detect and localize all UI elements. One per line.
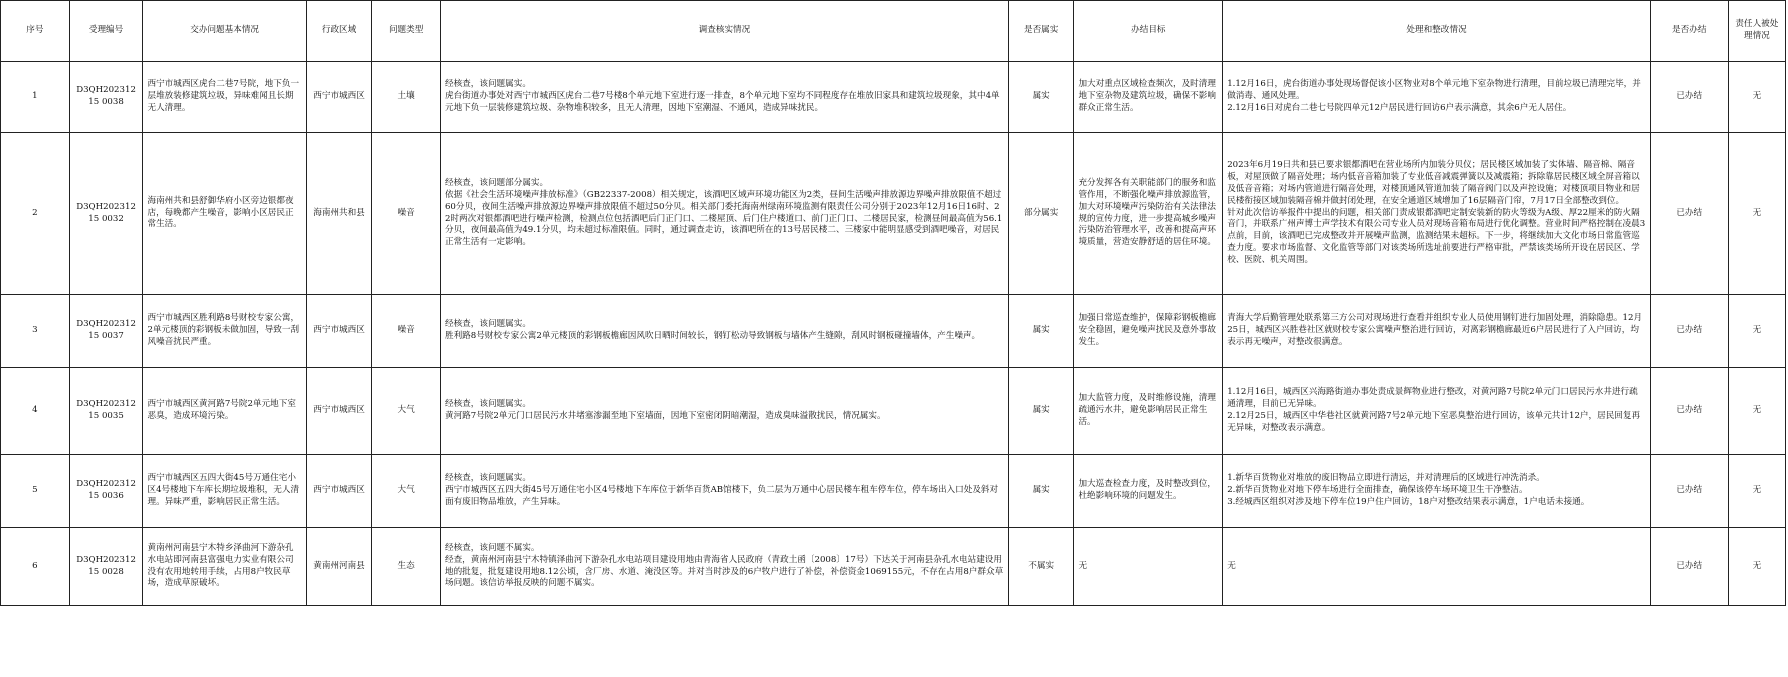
table-row: [1, 62, 1786, 133]
row-done: 已办结: [1650, 62, 1728, 133]
row-seq: 4: [1, 368, 70, 455]
row-seq: 6: [1, 528, 70, 606]
row-region: 西宁市城西区: [306, 295, 372, 368]
row-investigation-line: 经核查，该问题属实。: [444, 473, 531, 484]
row-region: 西宁市城西区: [306, 368, 372, 455]
header-problem: 交办问题基本情况: [143, 1, 306, 62]
row-investigation-line: 经核查，该问题属实。: [444, 399, 531, 410]
table-row: [1, 455, 1786, 528]
row-seq: 5: [1, 455, 70, 528]
row-done: 已办结: [1650, 295, 1728, 368]
row-region: 西宁市城西区: [306, 455, 372, 528]
row-code: D3QH20231215 0035: [69, 368, 143, 455]
row-code: D3QH20231215 0038: [69, 62, 143, 133]
row-handling: [1223, 62, 1651, 133]
row-penalty: 无: [1728, 133, 1785, 295]
row-investigation-line: 经查，黄南州河南县宁木特镇泽曲河下游杂孔水电站项目建设用地由青海省人民政府（青政土函〔2008〕17号）下达关于河南县杂孔水电站建设用地的批复，批复建设用地8.12公顷，含厂房、水道、淹没区等。并对当时涉及的6户牧户进行了补偿，补偿资金1069155元，不存在占用8户群众草场问题。该信访举报反映的问题不属实。: [444, 554, 1004, 589]
row-problem: 西宁市城西区五四大街45号万通住宅小区4号楼地下车库长期垃圾堆积，无人清理。异味严重，影响居民正常生活。: [143, 455, 306, 528]
row-handling: [1223, 133, 1651, 295]
row-investigation: [440, 295, 1008, 368]
table-row: [1, 133, 1786, 295]
row-problem: 西宁市城西区黄河路7号院2单元地下室恶臭，造成环境污染。: [143, 368, 306, 455]
header-region: 行政区域: [306, 1, 372, 62]
row-goal: 加大巡查检查力度，及时整改到位，杜绝影响环境的问题发生。: [1074, 455, 1223, 528]
row-done: 已办结: [1650, 368, 1728, 455]
row-investigation-line: 黄河路7号院2单元门口居民污水井堵塞渗漏至地下室墙面，因地下室密闭阴暗潮湿，造成臭味溢散扰民，情况属实。: [444, 411, 886, 421]
header-investigation: 调查核实情况: [440, 1, 1008, 62]
row-handling-line: 2.新华百货物业对地下停车场进行全面排查，确保该停车场环境卫生干净整洁。: [1227, 485, 1528, 496]
row-region: 海南州共和县: [306, 133, 372, 295]
row-region: 黄南州河南县: [306, 528, 372, 606]
row-truth: 部分属实: [1008, 133, 1074, 295]
row-handling: [1223, 368, 1651, 455]
header-handling: 处理和整改情况: [1223, 1, 1651, 62]
row-investigation: [440, 368, 1008, 455]
header-code: 受理编号: [69, 1, 143, 62]
row-penalty: 无: [1728, 455, 1785, 528]
row-investigation: [440, 133, 1008, 295]
row-type: 噪音: [372, 295, 441, 368]
row-handling-line: 3.经城西区组织对涉及地下停车位19户住户回访，18户对整改结果表示满意，1户电话未接通。: [1227, 496, 1590, 507]
row-handling-line: 2023年6月19日共和县已要求银都酒吧在营业场所内加装分贝仪；居民楼区域加装了实体墙、隔音棉、隔音板，对屋顶做了隔音处理；场内低音音箱加装了专业低音减震弹簧以及减震箱；拆除靠居民楼区域全屏音箱以及低音音箱；对场内管道进行隔音处理，对楼顶通风管道加装了隔音阀门以及声控设施；对楼顶项目物业和居民楼衔接区域加装隔音棉并做封闭处理，在安全通道区域增加了16层隔音门帘，7月17日全部整改到位。: [1227, 160, 1640, 206]
table-row: [1, 368, 1786, 455]
row-handling-line: 针对此次信访举报件中提出的问题，相关部门责成银都酒吧定制安装新的防火等级为A级、厚22厘米的防火隔音门，并联系广州声博士声学技术有限公司专业人员对现场音箱布局进行优化调整。营业时间严格控制在凌晨3点前，目前，该酒吧已完成整改并开展噪声监测，监测结果未超标。下一步，将继续加大文化市场日常监管巡查力度。要求市场监督、文化监管等部门对该类场所选址前要进行严格审批，严禁该类场所开设在居民区、学校、医院、机关周围。: [1227, 207, 1646, 265]
header-seq: 序号: [1, 1, 70, 62]
row-problem: 西宁市城西区虎台二巷7号院，地下负一层堆放装修建筑垃圾，异味难闻且长期无人清理。: [143, 62, 306, 133]
row-goal: 加大监管力度，及时维修设施，清理疏通污水井，避免影响居民正常生活。: [1074, 368, 1223, 455]
row-goal: 无: [1074, 528, 1223, 606]
row-code: D3QH20231215 0028: [69, 528, 143, 606]
header-row: [1, 1, 1786, 62]
header-type: 问题类型: [372, 1, 441, 62]
row-goal: 加大对重点区域检查频次，及时清理地下室杂物及建筑垃圾，确保不影响群众正常生活。: [1074, 62, 1223, 133]
row-truth: 属实: [1008, 455, 1074, 528]
row-goal: 加强日常巡查维护，保障彩钢板檐廊安全稳固，避免噪声扰民及意外事故发生。: [1074, 295, 1223, 368]
row-type: 土壤: [372, 62, 441, 133]
row-investigation-line: 经核查，该问题属实。: [444, 79, 531, 90]
row-investigation-line: 依据《社会生活环境噪声排放标准》（GB22337-2008）相关规定，该酒吧区域声环境功能区为2类，昼间生活噪声排放源边界噪声排放限值不超过60分贝，夜间生活噪声排放源边界噪声排放限值不超过50分贝。相关部门委托海南州绿南环境监测有限责任公司分别于2023年12月16日16时、22时两次对银都酒吧进行噪声检测，检测点位包括酒吧后门正门口、二楼屋顶、后门住户楼道口、前门正门口、二楼居民家，检测昼间最高值为56.1分贝，夜间最高值为49.1分贝，均未超过标准限值。同时，通过调查走访，该酒吧所在的13号居民楼二、三楼家中能明显感受到酒吧噪音，对居民正常生活有一定影响。: [444, 189, 1003, 248]
row-investigation-line: 经核查，该问题属实。: [444, 319, 531, 330]
row-penalty: 无: [1728, 528, 1785, 606]
row-handling-line: 2.12月25日，城西区中华巷社区就黄河路7号2单元地下室恶臭整治进行回访，该单元共计12户，居民回复再无异味，对整改表示满意。: [1227, 411, 1641, 433]
row-type: 噪音: [372, 133, 441, 295]
table-row: [1, 295, 1786, 368]
row-investigation-line: 虎台街道办事处对西宁市城西区虎台二巷7号楼8个单元地下室进行逐一排查，8个单元地下室均不同程度存在堆放旧家具和建筑垃圾现象，其中4单元地下负一层装修建筑垃圾、杂物堆积较多，且无人清理，因地下室潮湿、不通风，造成异味扰民。: [444, 91, 1000, 113]
header-truth: 是否属实: [1008, 1, 1074, 62]
row-region: 西宁市城西区: [306, 62, 372, 133]
row-investigation-line: 经核查，该问题不属实。: [444, 542, 540, 553]
row-investigation: [440, 528, 1008, 606]
row-problem: 海南州共和县舒御华府小区旁边银都夜店，每晚都产生噪音，影响小区居民正常生活。: [143, 133, 306, 295]
row-code: D3QH20231215 0036: [69, 455, 143, 528]
row-handling-line: 无: [1227, 560, 1236, 571]
header-done: 是否办结: [1650, 1, 1728, 62]
row-penalty: 无: [1728, 368, 1785, 455]
row-truth: 属实: [1008, 295, 1074, 368]
header-goal: 办结目标: [1074, 1, 1223, 62]
row-done: 已办结: [1650, 455, 1728, 528]
row-investigation-line: 西宁市城西区五四大街45号万通住宅小区4号楼地下车库位于新华百货AB馆楼下，负二层为万通中心居民楼车租车停车位，停车场出入口处及斜对面有废旧物品堆放，产生异味。: [444, 485, 999, 507]
row-handling: [1223, 295, 1651, 368]
row-truth: 不属实: [1008, 528, 1074, 606]
row-seq: 1: [1, 62, 70, 133]
row-investigation: [440, 455, 1008, 528]
table-row: [1, 528, 1786, 606]
row-handling-line: 2.12月16日对虎台二巷七号院四单元12户居民进行回访6户表示满意，其余6户无人居住。: [1227, 102, 1572, 113]
row-investigation: [440, 62, 1008, 133]
row-type: 大气: [372, 455, 441, 528]
row-handling-line: 青海大学后勤管理处联系第三方公司对现场进行查看并组织专业人员使用钢钉进行加固处理，消除隐患。12月25日，城西区兴胜巷社区就财校专家公寓噪声整治进行回访，对离彩钢檐廊最近6户居民进行了入户回访，均表示再无噪声，对整改很满意。: [1227, 313, 1643, 347]
row-code: D3QH20231215 0032: [69, 133, 143, 295]
row-handling-line: 1.12月16日，城西区兴海路街道办事处责成景辉物业进行整改，对黄河路7号院2单元门口居民污水井进行疏通清理，目前已无异味。: [1227, 387, 1638, 410]
row-penalty: 无: [1728, 62, 1785, 133]
row-code: D3QH20231215 0037: [69, 295, 143, 368]
row-problem: 西宁市城西区胜利路8号财校专家公寓，2单元楼顶的彩钢板未做加固，导致一刮风噪音扰民严重。: [143, 295, 306, 368]
row-handling: [1223, 455, 1651, 528]
header-penalty: 责任人被处理情况: [1728, 1, 1785, 62]
row-penalty: 无: [1728, 295, 1785, 368]
row-type: 生态: [372, 528, 441, 606]
row-done: 已办结: [1650, 133, 1728, 295]
row-done: 已办结: [1650, 528, 1728, 606]
row-goal: 充分发挥各有关职能部门的服务和监管作用，不断强化噪声排放源监管，加大对环境噪声污染防治有关法律法规的宣传力度，进一步提高城乡噪声污染防治管理水平，改善和提高声环境质量，营造安静舒适的居住环境。: [1074, 133, 1223, 295]
row-type: 大气: [372, 368, 441, 455]
row-seq: 2: [1, 133, 70, 295]
row-seq: 3: [1, 295, 70, 368]
row-truth: 属实: [1008, 368, 1074, 455]
row-handling-line: 1.新华百货物业对堆放的废旧物品立即进行清运，并对清理后的区域进行冲洗消杀。: [1227, 473, 1545, 484]
row-investigation-line: 经核查，该问题部分属实。: [444, 177, 549, 188]
row-handling: [1223, 528, 1651, 606]
row-investigation-line: 胜利路8号财校专家公寓2单元楼顶的彩钢板檐廊因风吹日晒时间较长，钢钉松动导致钢板与墙体产生缝隙，刮风时钢板碰撞墙体，产生噪声。: [444, 331, 981, 341]
row-problem: 黄南州河南县宁木特乡泽曲河下游杂孔水电站即河南县富强电力实业有限公司没有农用地转用手续，占用8户牧民草场，造成草原破坏。: [143, 528, 306, 606]
row-handling-line: 1.12月16日，虎台街道办事处现场督促该小区物业对8个单元地下室杂物进行清理，目前垃圾已清理完毕，并做消毒、通风处理。: [1227, 79, 1641, 102]
row-truth: 属实: [1008, 62, 1074, 133]
